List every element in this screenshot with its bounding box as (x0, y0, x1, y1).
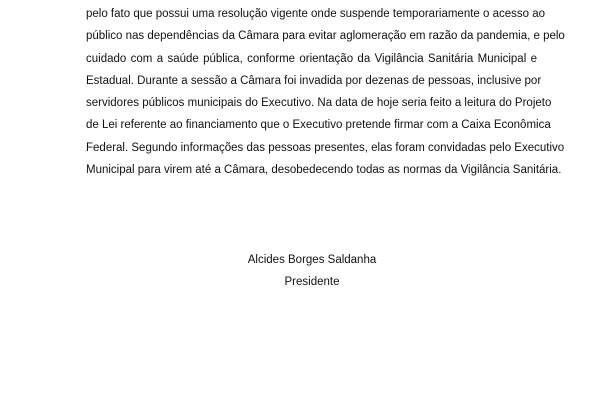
signatory-name: Alcides Borges Saldanha (247, 254, 377, 266)
paragraph-line: público nas dependências da Câmara para evitar aglomeração em razão da pandemia, e pelo (86, 30, 565, 43)
body-paragraph (86, 3, 565, 181)
paragraph-line: Estadual. Durante a sessão a Câmara foi invadida por dezenas de pessoas, inclusive por (86, 74, 542, 87)
paragraph-line: Federal. Segundo informações das pessoas presentes, elas foram convidadas pelo Executivo (86, 141, 565, 154)
paragraph-line: Municipal para virem até a Câmara, desobedecendo todas as normas da Vigilância Sanitária. (86, 164, 562, 177)
paragraph-line: cuidado com a saúde pública, conforme orientação da Vigilância Sanitária Municipal e (86, 52, 537, 65)
signature-block (0, 249, 600, 293)
signatory-title: Presidente (284, 276, 340, 288)
paragraph-line: servidores públicos municipais do Executivo. Na data de hoje seria feito a leitura do Projeto (86, 97, 552, 110)
paragraph-line: de Lei referente ao financiamento que o Executivo pretende firmar com a Caixa Econômica (86, 119, 551, 132)
paragraph-line: pelo fato que possui uma resolução vigente onde suspende temporariamente o acesso ao (86, 8, 546, 20)
